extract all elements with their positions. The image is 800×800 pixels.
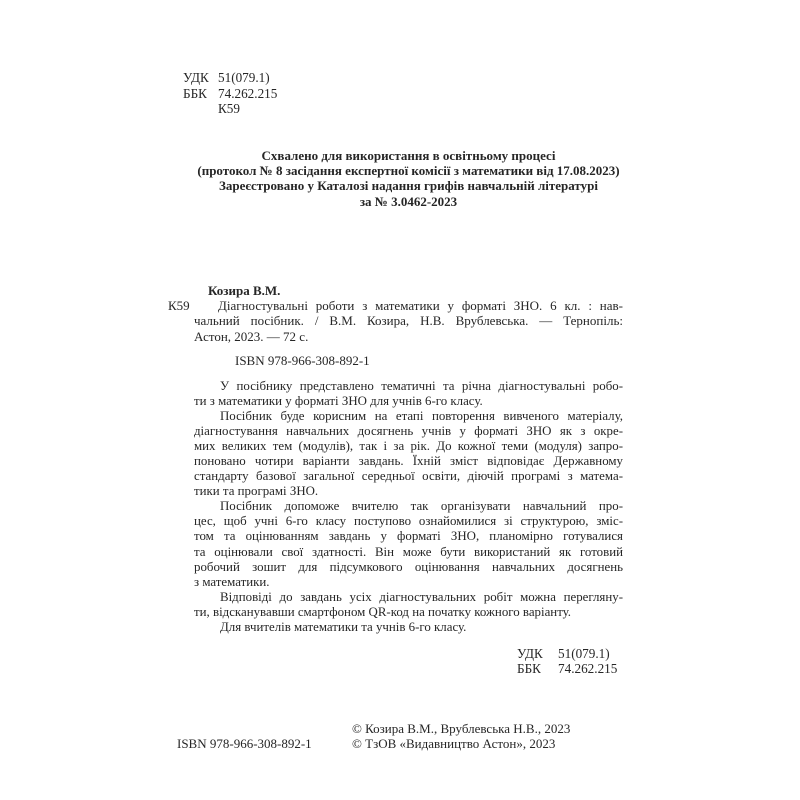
bbk-label: ББК [183, 85, 207, 101]
catalog-card-code: К59 [168, 298, 190, 314]
text-line: мих великих тем (модулів), так і за рік. До кожної теми (модуля) запро- [194, 439, 623, 454]
catalog-card [168, 283, 623, 344]
text-line: цес, щоб учні 6-го класу поступово ознайомилися зі структурою, зміс- [194, 514, 623, 529]
text-line: Посібник допоможе вчителю так організувати навчальний про- [220, 499, 623, 514]
bbk-row-bottom [517, 661, 617, 676]
text-line: Діагностувальні роботи з математики у форматі ЗНО. 6 кл. : нав- [218, 298, 623, 314]
bbk-label-bottom: ББК [517, 661, 541, 677]
udk-value: 51(079.1) [218, 70, 270, 85]
udk-label-bottom: УДК [517, 646, 543, 661]
paragraph [194, 499, 623, 589]
footer-isbn: ISBN 978-966-308-892-1 [177, 736, 312, 751]
text-line: ти, відсканувавши смартфоном QR-код на початку кожного варіанту. [194, 604, 572, 619]
author-code-row [183, 101, 277, 117]
catalog-card-author: Козира В.М. [208, 283, 281, 298]
text-line: Посібник буде корисним на етапі повторення вивченого матеріалу, [220, 409, 623, 424]
text-line: поновано чотири варіанти завдань. Їхній зміст відповідає Державному [194, 454, 623, 469]
udk-row-bottom [517, 646, 617, 661]
udk-value-bottom: 51(079.1) [558, 646, 610, 661]
text-line: Схвалено для використання в освітньому процесі [261, 148, 556, 163]
text-line: діагностування навчальних досягнень учнів у форматі ЗНО як з окре- [194, 424, 623, 439]
catalog-card-description [168, 298, 623, 344]
text-line: за № 3.0462-2023 [359, 193, 458, 209]
top-classification-codes [183, 70, 277, 117]
text-line: Астон, 2023. — 72 с. [194, 328, 309, 344]
text-line: тики та програмі ЗНО. [194, 484, 319, 499]
paragraph [194, 620, 623, 635]
text-line: (протокол № 8 засідання експертної комісії з математики від 17.08.2023) [197, 163, 620, 179]
text-line: Зареєстровано у Каталозі надання грифів навчальній літературі [219, 178, 598, 194]
annotation-text [194, 379, 623, 635]
text-line: © Козира В.М., Врублевська Н.В., 2023 [352, 721, 571, 736]
bbk-value: 74.262.215 [218, 85, 278, 101]
udk-label: УДК [183, 70, 209, 85]
text-line: Відповіді до завдань усіх діагностувальних робіт можна перегляну- [220, 589, 623, 604]
text-line: з математики. [194, 574, 270, 589]
text-line: том та оцінюванням завдань у форматі ЗНО, планомірно готувалися [194, 529, 623, 544]
text-line: Для вчителів математики та учнів 6-го класу. [220, 619, 467, 634]
text-line: стандарту базової загальної середньої освіти, діючій програмі з матема- [194, 469, 623, 484]
text-line: чальний посібник. / В.М. Козира, Н.В. Врублевська. — Тернопіль: [194, 313, 623, 329]
paragraph [194, 409, 623, 499]
text-line: У посібнику представлено тематичні та річна діагностувальні робо- [220, 379, 623, 393]
text-line: робочий зошит для підсумкового оцінювання навчальних досягнень [194, 559, 623, 574]
approval-statement [194, 148, 623, 209]
author-code-value: К59 [218, 101, 240, 116]
paragraph [194, 379, 623, 409]
bbk-value-bottom: 74.262.215 [558, 661, 618, 677]
bbk-row [183, 86, 277, 102]
text-line: та оцінювали свої здатності. Він може бути використаний як готовий [194, 544, 623, 559]
text-line: ти з математики у форматі ЗНО для учнів 6-го класу. [194, 394, 483, 409]
text-line: © ТзОВ «Видавництво Астон», 2023 [352, 736, 556, 752]
udk-row [183, 70, 277, 86]
paragraph [194, 590, 623, 620]
isbn-card: ISBN 978-966-308-892-1 [235, 353, 370, 368]
bottom-classification-codes [517, 646, 617, 677]
copyright-block [352, 721, 570, 752]
